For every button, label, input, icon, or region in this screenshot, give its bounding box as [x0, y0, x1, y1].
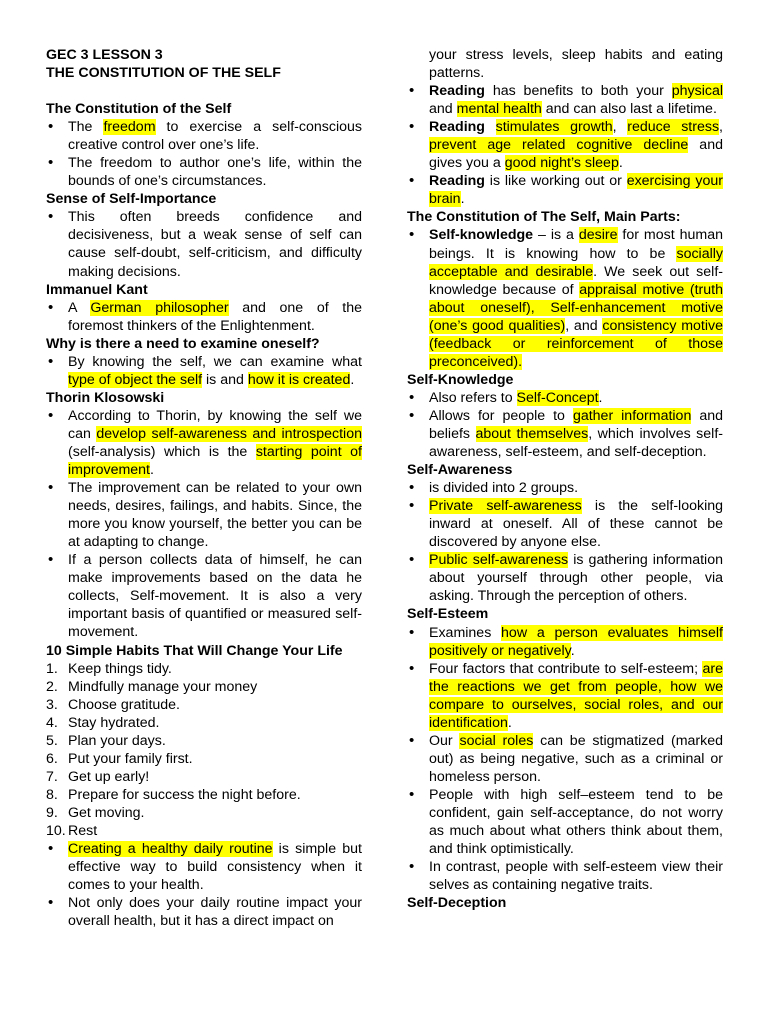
item-number: 6.	[46, 750, 58, 767]
bullet-item: • By knowing the self, we can examine what type of object the self is and how it is created.	[48, 352, 362, 388]
bullet-icon: •	[48, 406, 54, 424]
item-number: 3.	[46, 696, 58, 713]
item-number: 2.	[46, 678, 58, 695]
section-heading-kant: Immanuel Kant	[46, 281, 148, 298]
item-number: 10.	[46, 822, 66, 839]
bullet-item: • Public self-awareness is gathering information about yourself through other people, via asking. Through the perception of others.	[409, 551, 723, 605]
section-heading-self-deception: Self-Deception	[407, 895, 507, 912]
item-number: 4.	[46, 714, 58, 731]
bullet-item: • According to Thorin, by knowing the self we can develop self-awareness and introspection (self-analysis) which is the starting point of improvement.	[48, 406, 362, 479]
bullet-icon: •	[409, 172, 415, 190]
bullet-item: • The improvement can be related to your own needs, desires, failings, and habits. Since, the more you know yourself, the better you can be at adapting to change.	[48, 479, 362, 551]
item-number: 5.	[46, 732, 58, 749]
numbered-item: 1. Keep things tidy.	[46, 660, 172, 677]
numbered-item: 10. Rest	[46, 822, 98, 839]
section-heading-self-awareness: Self-Awareness	[407, 462, 513, 479]
bullet-icon: •	[409, 226, 415, 244]
bullet-item: • In contrast, people with self-esteem view their selves as containing negative traits.	[409, 858, 723, 894]
bullet-item: • A German philosopher and one of the foremost thinkers of the Enlightenment.	[48, 298, 363, 334]
numbered-item: 8. Prepare for success the night before.	[46, 786, 301, 803]
bullet-icon: •	[48, 208, 54, 226]
numbered-item: 3. Choose gratitude.	[46, 696, 180, 713]
item-number: 1.	[46, 660, 58, 677]
section-heading-habits: 10 Simple Habits That Will Change Your Life	[46, 642, 343, 659]
bullet-item: • This often breeds confidence and decisiveness, but a weak sense of self can cause self-doubt, self-criticism, and difficulty making decisions.	[48, 208, 362, 280]
section-heading-self-esteem: Self-Esteem	[407, 606, 489, 623]
bullet-item: • The freedom to author one’s life, within the bounds of one’s circumstances.	[48, 154, 362, 190]
bullet-item: • is divided into 2 groups.	[409, 479, 579, 497]
bullet-item: • Not only does your daily routine impact your overall health, but it has a direct impact on	[48, 894, 362, 930]
bullet-icon: •	[48, 840, 54, 858]
item-number: 9.	[46, 804, 58, 821]
bullet-item: • Reading stimulates growth, reduce stress, prevent age related cognitive decline and gives you a good night’s sleep.	[409, 118, 723, 172]
bullet-item: • Four factors that contribute to self-esteem; are the reactions we get from people, how we compare to ourselves, social roles, and our identification.	[409, 659, 723, 731]
bullet-continuation-text: your stress levels, sleep habits and eating patterns.	[429, 47, 723, 82]
section-heading-thorin: Thorin Klosowski	[46, 389, 165, 406]
bullet-item: • People with high self–esteem tend to be confident, gain self-acceptance, do not worry as much about what others think about them, and think optimistically.	[409, 785, 723, 858]
bullet-icon: •	[409, 388, 415, 406]
bullet-icon: •	[409, 497, 415, 515]
numbered-item: 5. Plan your days.	[46, 732, 166, 749]
section-heading-self-knowledge: Self-Knowledge	[407, 371, 514, 388]
document-title: GEC 3 LESSON 3	[46, 47, 163, 63]
section-heading-constitution: The Constitution of the Self	[46, 101, 232, 118]
item-number: 8.	[46, 786, 58, 803]
numbered-item: 7. Get up early!	[46, 768, 150, 785]
bullet-icon: •	[409, 479, 415, 497]
bullet-icon: •	[409, 551, 415, 569]
right-column	[407, 46, 723, 912]
bullet-item: • The freedom to exercise a self-conscious creative control over one’s life.	[48, 118, 363, 154]
bullet-item: • Self-knowledge – is a desire for most human beings. It is knowing how to be socially acceptable and desirable. We seek out self-knowledge because of appraisal motive (truth about oneself), Self-enhancement motive (one’s good qualities), and consistency motive (feedback or reinforcement of those preconceived).	[409, 226, 724, 370]
bullet-icon: •	[48, 894, 54, 912]
left-column	[46, 46, 362, 930]
bullet-item: • Also refers to Self-Concept.	[409, 388, 603, 406]
bullet-icon: •	[409, 118, 415, 136]
numbered-item: 2. Mindfully manage your money	[46, 678, 258, 695]
document-subtitle: THE CONSTITUTION OF THE SELF	[46, 65, 281, 82]
bullet-icon: •	[409, 731, 415, 749]
bullet-item: • Creating a healthy daily routine is simple but effective way to build consistency when it comes to your health.	[48, 840, 362, 894]
bullet-icon: •	[48, 352, 54, 370]
numbered-item: 4. Stay hydrated.	[46, 714, 160, 731]
bullet-icon: •	[409, 858, 415, 876]
section-heading-self-importance: Sense of Self-Importance	[46, 191, 217, 208]
bullet-icon: •	[409, 82, 415, 100]
bullet-icon: •	[48, 118, 54, 136]
item-number: 7.	[46, 768, 58, 785]
bullet-icon: •	[48, 154, 54, 172]
bullet-item: • Our social roles can be stigmatized (marked out) as being negative, such as a criminal or homeless person.	[409, 731, 724, 785]
bullet-item: • Reading has benefits to both your physical and mental health and can also last a lifetime.	[409, 82, 723, 118]
section-heading-examine: Why is there a need to examine oneself?	[46, 335, 320, 352]
bullet-item: • Examines how a person evaluates himself positively or negatively.	[409, 623, 723, 659]
bullet-item-continued	[407, 46, 723, 82]
bullet-icon: •	[48, 479, 54, 497]
bullet-icon: •	[409, 406, 415, 424]
bullet-icon: •	[48, 298, 54, 316]
bullet-icon: •	[409, 623, 415, 641]
bullet-item: • Allows for people to gather information and beliefs about themselves, which involves self-awareness, self-esteem, and self-deception.	[409, 406, 723, 461]
section-heading-main-parts: The Constitution of The Self, Main Parts:	[407, 209, 681, 226]
bullet-item: • Reading is like working out or exercising your brain.	[409, 172, 723, 208]
bullet-item: • Private self-awareness is the self-looking inward at oneself. All of these cannot be discovered by anyone else.	[409, 497, 723, 551]
numbered-item: 9. Get moving.	[46, 804, 145, 821]
bullet-icon: •	[48, 551, 54, 569]
bullet-item: • If a person collects data of himself, he can make improvements based on the data he collects, Self-movement. It is also a very important basis of quantified or measured self-movement.	[48, 551, 362, 641]
bullet-icon: •	[409, 785, 415, 803]
bullet-icon: •	[409, 659, 415, 677]
numbered-item: 6. Put your family first.	[46, 750, 193, 767]
